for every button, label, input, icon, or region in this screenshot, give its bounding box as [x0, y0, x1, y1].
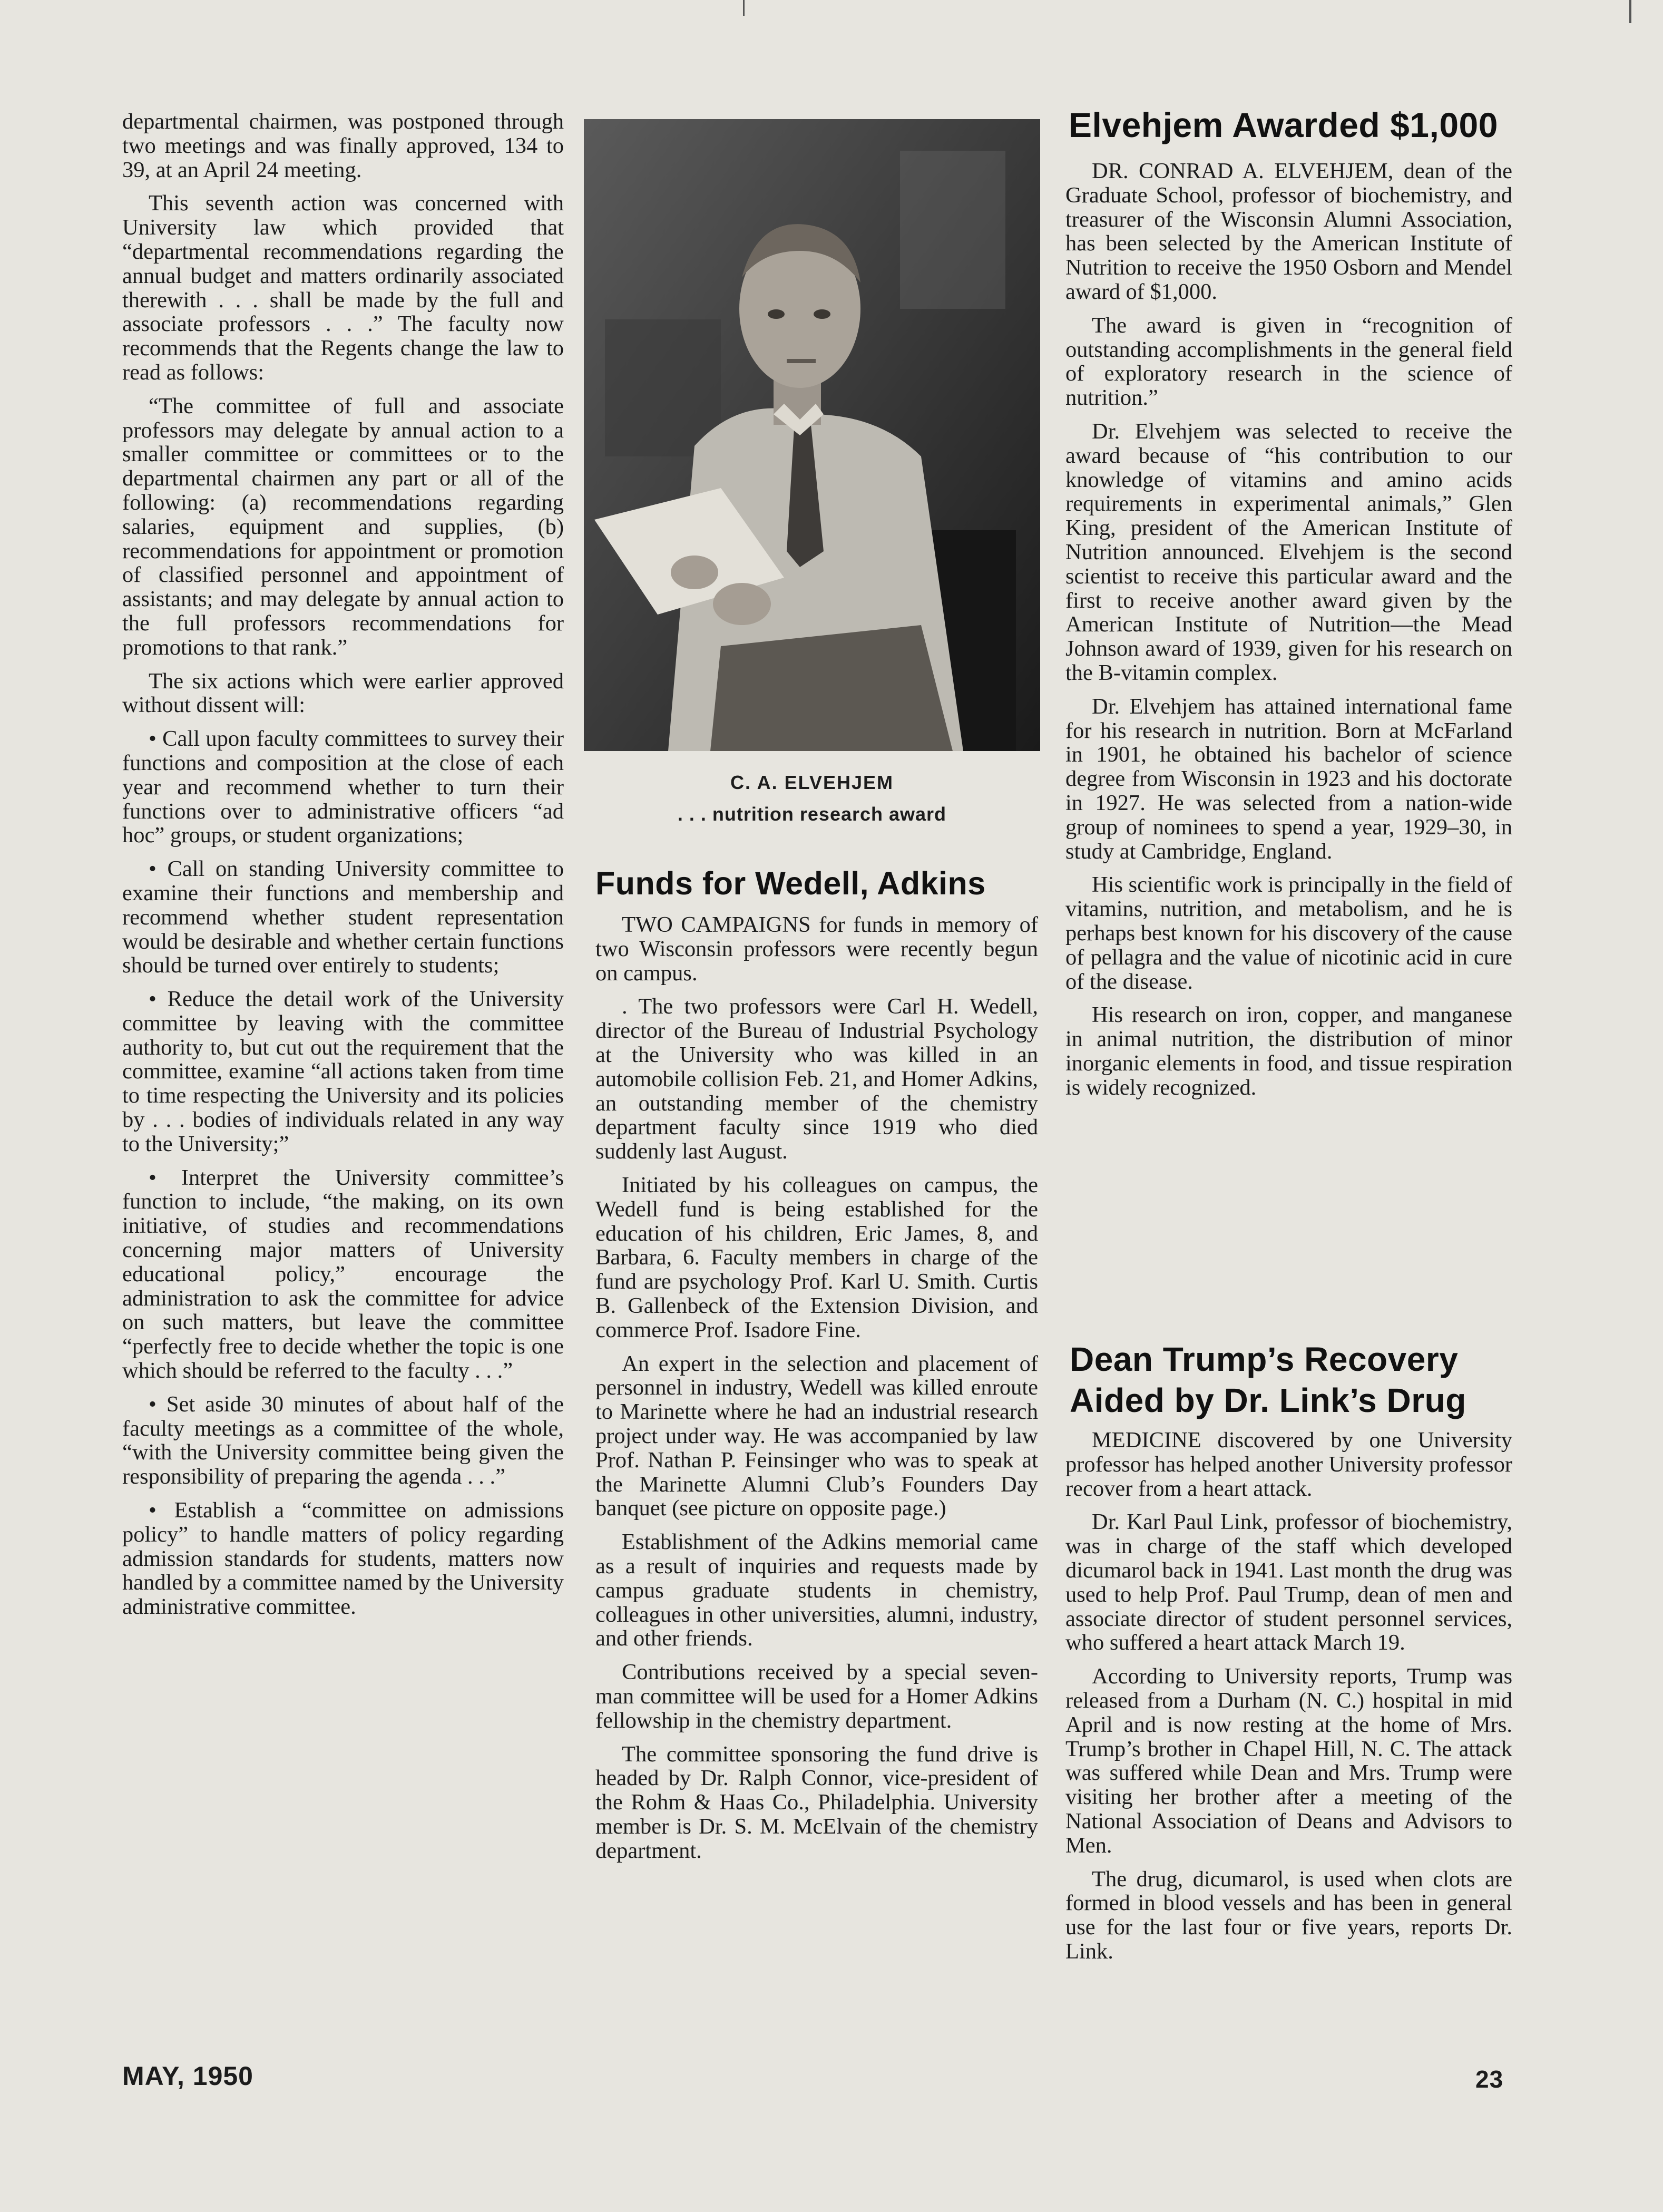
issue-date: MAY, 1950	[122, 2061, 253, 2091]
bullet-item: • Call on standing University committee to examine their functions and membership and recommend whether student representation would be desirable and whether certain functions should be turned over entirely to students;	[122, 856, 564, 978]
scan-mark	[1629, 0, 1631, 23]
paragraph: An expert in the selection and placement of personnel in industry, Wedell was killed enroute to Marinette where he had an industrial research project under way. He was accompanied by law Prof. Nathan P. Feinsinger who was to speak at the Marinette Alumni Club’s Founders Day banquet (see picture on opposite page.)	[595, 1351, 1038, 1521]
paragraph: TWO CAMPAIGNS for funds in memory of two Wisconsin professors were recently begun on campus.	[595, 912, 1038, 986]
bullet-item: • Establish a “committee on admissions policy” to handle matters of policy regarding admission standards for students, matters now handled by a committee named by the University administrative committee.	[122, 1498, 564, 1620]
paragraph: The award is given in “recognition of outstanding accomplishments in the general field of exploratory research in the science of nutrition.”	[1065, 313, 1512, 411]
paragraph: Contributions received by a special seven-man committee will be used for a Homer Adkins fellowship in the chemistry department.	[595, 1660, 1038, 1733]
paragraph: departmental chairmen, was postponed through two meetings and was finally approved, 134 to 39, at an April 24 meeting.	[122, 109, 564, 182]
funds-headline: Funds for Wedell, Adkins	[595, 865, 986, 901]
paragraph: His research on iron, copper, and manganese in animal nutrition, the distribution of minor inorganic elements in food, and tissue respiration is widely recognized.	[1065, 1002, 1512, 1100]
paragraph: This seventh action was concerned with University law which provided that “departmental recommendations regarding the annual budget and matters ordinarily associated therewith . . . shall be made by the full and associate professors . . .” The faculty now recommends that the Regents change the law to read as follows:	[122, 191, 564, 385]
paragraph: Initiated by his colleagues on campus, the Wedell fund is being established for the education of his children, Eric James, 8, and Barbara, 6. Faculty members in charge of the fund are psychology Prof. Karl U. Smith. Curtis B. Gallenbeck of the Extension Division, and commerce Prof. Isadore Fine.	[595, 1172, 1038, 1342]
bullet-item: • Interpret the University committee’s function to include, “the making, on its own initiative, of studies and recommendations concerning major matters of University educational policy,” encourage the administration to ask the committee for advice on such matters, but leave the committee “perfectly free to decide whether the topic is one which should be referred to the faculty . . .”	[122, 1165, 564, 1383]
trump-headline-line2: Aided by Dr. Link’s Drug	[1070, 1381, 1466, 1419]
bullet-item: • Set aside 30 minutes of about half of the faculty meetings as a committee of the whole, “with the University committee being given the responsibility of preparing the agenda . . .”	[122, 1391, 564, 1489]
paragraph: The committee sponsoring the fund drive is headed by Dr. Ralph Connor, vice-president of the Rohm & Haas Co., Philadelphia. University member is Dr. S. M. McElvain of the chemistry department.	[595, 1741, 1038, 1863]
bullet-item: • Call upon faculty committees to survey their functions and composition at the close of each year and recommend whether to turn their functions over to administrative officers “ad hoc” groups, or student organizations;	[122, 726, 564, 848]
trump-headline-line1: Dean Trump’s Recovery	[1070, 1340, 1459, 1378]
trump-headline	[1070, 1339, 1523, 1421]
photo-caption-name: C. A. ELVEHJEM	[730, 772, 894, 793]
elvehjem-article	[1065, 159, 1512, 1099]
paragraph: . The two professors were Carl H. Wedell, director of the Bureau of Industrial Psychology at the University who was killed in an automobile collision Feb. 21, and Homer Adkins, an outstanding member of the chemistry department faculty since 1919 who died suddenly last August.	[595, 994, 1038, 1164]
bullet-item: • Reduce the detail work of the University committee by leaving with the committee authority to, but cut out the requirement that the committee, examine “all actions taken from time to time respecting the University and its policies by . . . bodies of individuals related in any way to the University;”	[122, 987, 564, 1156]
paragraph: Dr. Elvehjem has attained international fame for his research in nutrition. Born at McFarland in 1901, he obtained his bachelor of science degree from Wisconsin in 1923 and his doctorate in 1927. He was selected from a nation-wide group of nominees to spend a year, 1929–30, in study at Cambridge, England.	[1065, 694, 1512, 864]
paragraph: Dr. Karl Paul Link, professor of biochemistry, was in charge of the staff which developed dicumarol back in 1941. Last month the drug was used to help Prof. Paul Trump, dean of men and associate director of student personnel services, who suffered a heart attack March 19.	[1065, 1509, 1512, 1655]
left-column-article	[122, 110, 564, 1619]
trump-article	[1065, 1428, 1512, 1964]
paragraph: DR. CONRAD A. ELVEHJEM, dean of the Graduate School, professor of biochemistry, and treasurer of the Wisconsin Alumni Association, has been selected by the American Institute of Nutrition to receive the 1950 Osborn and Mendel award of $1,000.	[1065, 159, 1512, 304]
paragraph: The six actions which were earlier approved without dissent will:	[122, 668, 564, 718]
paragraph: According to University reports, Trump was released from a Durham (N. C.) hospital in mid April and is now resting at the home of Mrs. Trump’s brother in Chapel Hill, N. C. The attack was suffered while Dean and Mrs. Trump were visiting her brother after a meeting of the National Association of Deans and Advisors to Men.	[1065, 1664, 1512, 1858]
portrait-illustration	[584, 119, 1040, 751]
scan-mark	[743, 0, 745, 16]
paragraph: “The committee of full and associate professors may delegate by annual action to a smaller committee or committees or to the departmental chairmen any part or all of the following: (a) recommendations regarding salaries, equipment and supplies, (b) recommendations for appointment or promotion of classified personnel and appointment of assistants; and may delegate by annual action to the full professors recommendations for promotions to that rank.”	[122, 393, 564, 660]
elvehjem-headline: Elvehjem Awarded $1,000	[1069, 105, 1498, 144]
funds-article	[595, 913, 1038, 1863]
paragraph: The drug, dicumarol, is used when clots are formed in blood vessels and has been in general use for the last four or five years, reports Dr. Link.	[1065, 1866, 1512, 1964]
paragraph: Dr. Elvehjem was selected to receive the award because of “his contribution to our knowledge of vitamins and amino acids requirements in experimental animals,” Glen King, president of the American Institute of Nutrition announced. Elvehjem is the second scientist to receive this particular award and the first to receive another award given by the American Institute of Nutrition—the Mead Johnson award of 1939, given for his research on the B-vitamin complex.	[1065, 418, 1512, 685]
paragraph: His scientific work is principally in the field of vitamins, nutrition, and metabolism, and he is perhaps best known for his discovery of the cause of pellagra and the value of nicotinic acid in cure of the disease.	[1065, 872, 1512, 994]
photo-caption-subtitle: . . . nutrition research award	[677, 803, 947, 825]
paragraph: MEDICINE discovered by one University professor has helped another University professor recover from a heart attack.	[1065, 1428, 1512, 1501]
page-number: 23	[1475, 2065, 1504, 2093]
portrait-photo	[584, 119, 1040, 751]
paragraph: Establishment of the Adkins memorial came as a result of inquiries and requests made by campus graduate students in chemistry, colleagues in other universities, alumni, industry, and other friends.	[595, 1529, 1038, 1651]
